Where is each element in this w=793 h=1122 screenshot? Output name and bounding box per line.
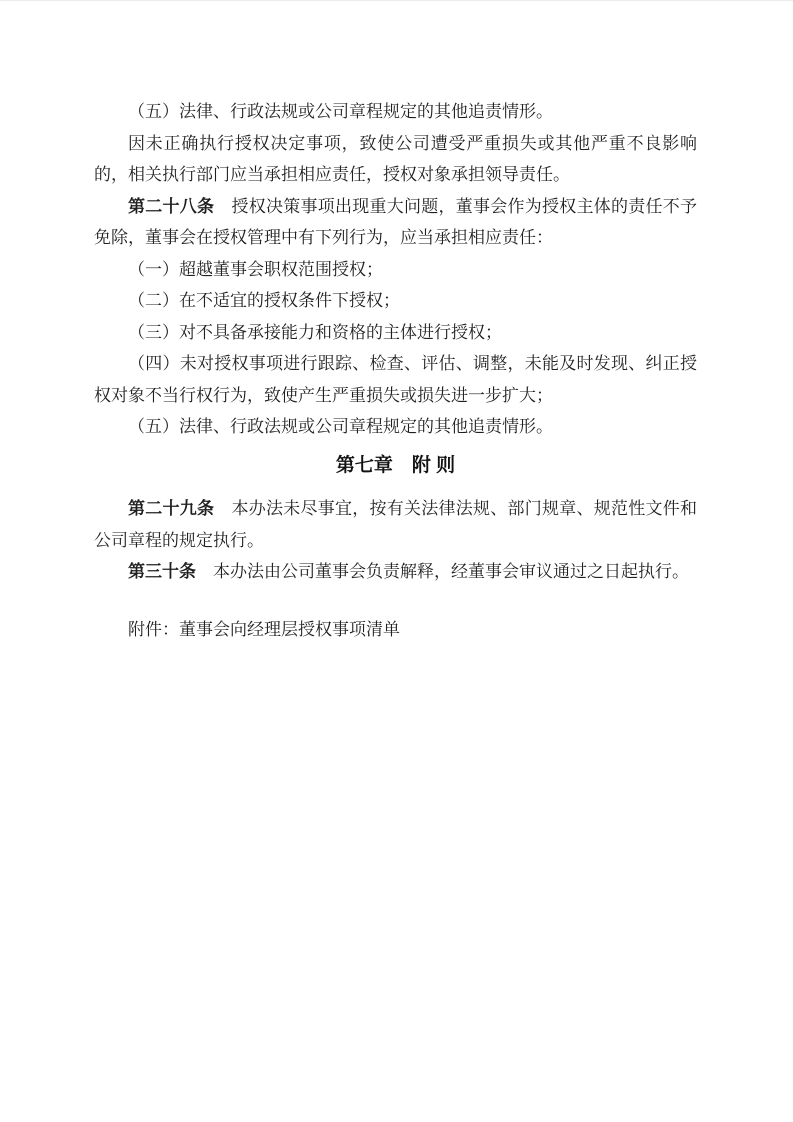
article-30-term: 第三十条 xyxy=(128,562,196,581)
article-30-paragraph xyxy=(94,556,697,588)
article-30-text: 本办法由公司董事会负责解释，经董事会审议通过之日起执行。 xyxy=(196,562,689,581)
attachment-note: 附件：董事会向经理层授权事项清单 xyxy=(128,619,400,639)
article-29-text: 本办法未尽事宜，按有关法律法规、部门规章、规范性文件和公司章程的规定执行。 xyxy=(94,499,697,550)
clause-item-two: （二）在不适宜的授权条件下授权； xyxy=(128,291,400,310)
article-28-term: 第二十八条 xyxy=(128,196,215,216)
clause-item-five-a: （五）法律、行政法规或公司章程规定的其他追责情形。 xyxy=(128,102,553,121)
article-28-text: 授权决策事项出现重大问题，董事会作为授权主体的责任不予免除，董事会在授权管理中有下列行为，应当承担相应责任： xyxy=(94,196,697,247)
clause-item-one: （一）超越董事会职权范围授权； xyxy=(128,259,383,279)
article-29-term: 第二十九条 xyxy=(128,499,215,518)
article-28-paragraph xyxy=(94,191,697,254)
clause-item-four: （四）未对授权事项进行跟踪、检查、评估、调整，未能及时发现、纠正授权对象不当行权行为，致使产生严重损失或损失进一步扩大； xyxy=(94,354,697,405)
paragraph-executor-liability: 因未正确执行授权决定事项，致使公司遭受严重损失或其他严重不良影响的，相关执行部门应当承担相应责任，授权对象承担领导责任。 xyxy=(94,133,697,184)
clause-item-five-b: （五）法律、行政法规或公司章程规定的其他追责情形。 xyxy=(128,417,553,436)
article-29-paragraph xyxy=(94,493,697,556)
chapter-7-heading: 第七章 附 则 xyxy=(335,454,456,476)
clause-item-three: （三）对不具备承接能力和资格的主体进行授权； xyxy=(128,322,502,342)
